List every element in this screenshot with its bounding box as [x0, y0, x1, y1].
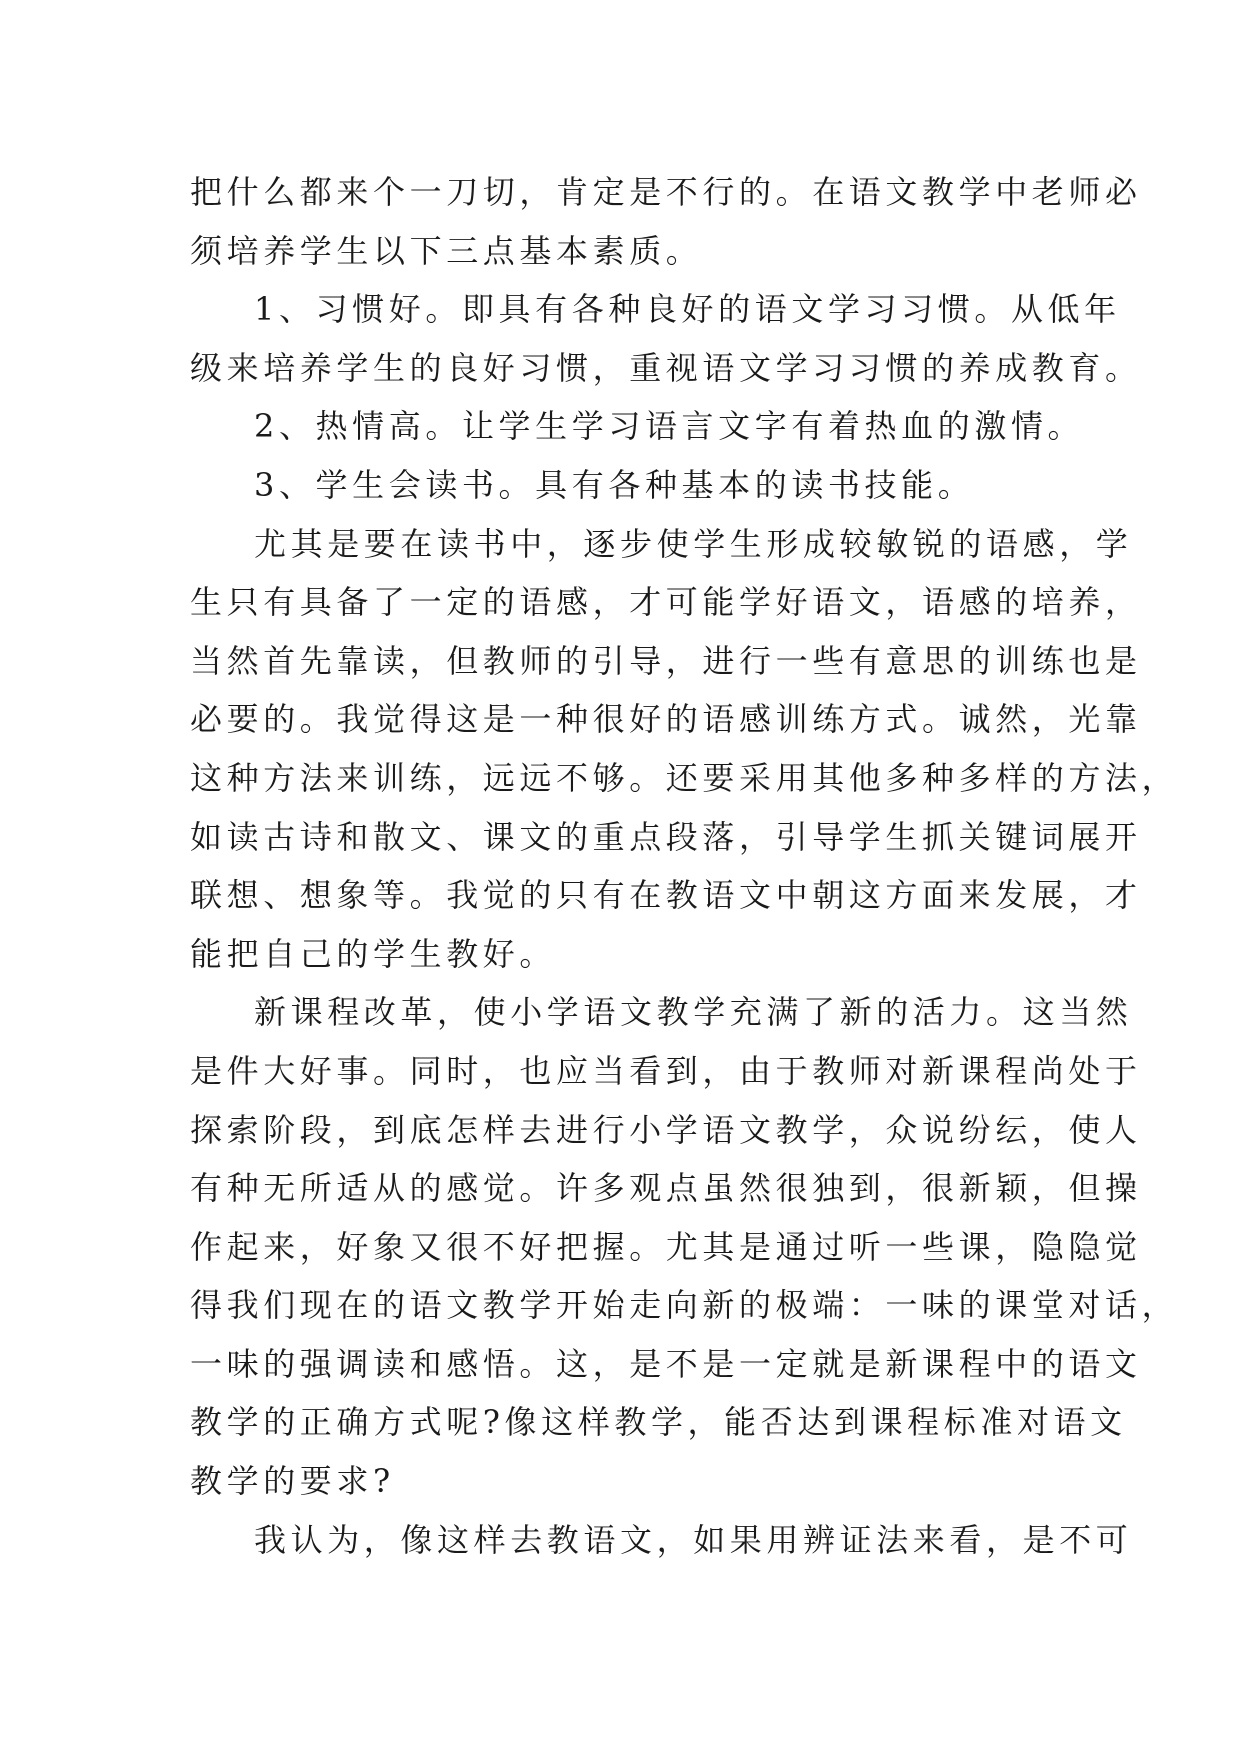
text-line: 这种方法来训练，远远不够。还要采用其他多种多样的方法，	[190, 758, 1179, 797]
text-line: 如读古诗和散文、课文的重点段落，引导学生抓关键词展开	[190, 817, 1142, 856]
text-line: 尤其是要在读书中，逐步使学生形成较敏锐的语感，学	[254, 524, 1133, 563]
text-line: 一味的强调读和感悟。这，是不是一定就是新课程中的语文	[190, 1344, 1142, 1383]
text-line: 教学的正确方式呢?像这样教学，能否达到课程标准对语文	[190, 1403, 1127, 1442]
text-line: 新课程改革，使小学语文教学充满了新的活力。这当然	[254, 993, 1133, 1032]
text-line: 探索阶段，到底怎样去进行小学语文教学，众说纷纭，使人	[190, 1110, 1142, 1149]
text-line: 须培养学生以下三点基本素质。	[190, 231, 703, 270]
text-line: 1、习惯好。即具有各种良好的语文学习习惯。从低年	[254, 290, 1121, 329]
text-line: 把什么都来个一刀切，肯定是不行的。在语文教学中老师必	[190, 173, 1142, 211]
text-line: 有种无所适从的感觉。许多观点虽然很独到，很新颖，但操	[190, 1169, 1142, 1208]
text-line: 教学的要求?	[190, 1462, 395, 1501]
text-line: 必要的。我觉得这是一种很好的语感训练方式。诚然，光靠	[190, 700, 1142, 739]
text-line: 生只有具备了一定的语感，才可能学好语文，语感的培养，	[190, 583, 1142, 622]
text-line: 能把自己的学生教好。	[190, 934, 557, 973]
text-line: 作起来，好象又很不好把握。尤其是通过听一些课，隐隐觉	[190, 1227, 1142, 1266]
text-line: 2、热情高。让学生学习语言文字有着热血的激情。	[254, 407, 1085, 446]
text-line: 是件大好事。同时，也应当看到，由于教师对新课程尚处于	[190, 1051, 1142, 1090]
text-line: 联想、想象等。我觉的只有在教语文中朝这方面来发展，才	[190, 876, 1142, 915]
text-line: 3、学生会读书。具有各种基本的读书技能。	[254, 465, 975, 504]
text-line: 得我们现在的语文教学开始走向新的极端：一味的课堂对话，	[190, 1286, 1179, 1325]
text-line: 当然首先靠读，但教师的引导，进行一些有意思的训练也是	[190, 641, 1142, 680]
text-line: 级来培养学生的良好习惯，重视语文学习习惯的养成教育。	[190, 348, 1142, 387]
text-line: 我认为，像这样去教语文，如果用辨证法来看，是不可	[254, 1520, 1133, 1559]
document-body	[190, 163, 1179, 1569]
